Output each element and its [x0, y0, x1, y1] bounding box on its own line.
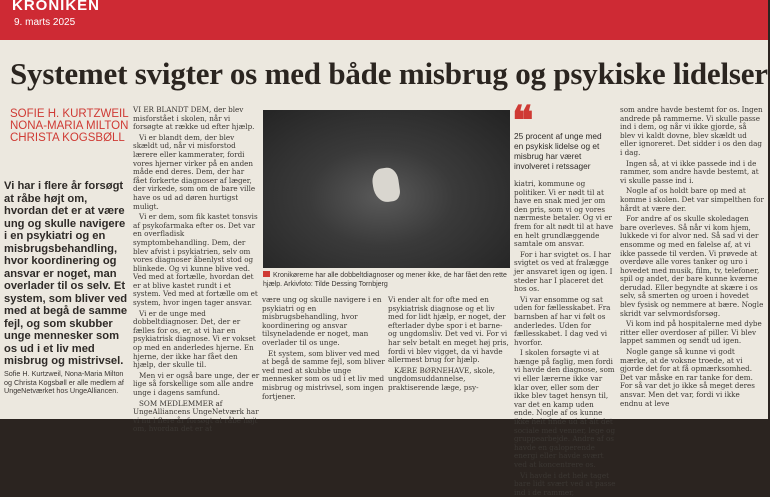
paragraph: Nogle af os holdt bare op med at komme i skolen. Det var simpelthen for hårdt at være der. — [620, 186, 764, 213]
paragraph: Men vi er også bare unge, der er lige så forskellige som alle andre unge i dagens samfund. — [133, 370, 260, 397]
paragraph: Vi havde i det hele taget bare lidt svært ved at passe ind i de rammer, — [514, 470, 616, 497]
paragraph: Et system, som bliver ved med at begå de samme fejl, som bliver ved med at skubbe unge mennesker som os ud i et liv med misbrug og mistrivsel, som ingen fortjener. — [262, 348, 385, 401]
publication-date: 9. marts 2025 — [14, 17, 76, 28]
headline: Systemet svigter os med både misbrug og psykiske lidelser — [10, 56, 768, 91]
caption-marker-icon — [263, 271, 270, 277]
paragraph: Vi er blandt dem, der blev skældt ud, når vi misforstod lærere eller kammerater, fordi vores hjerner virker på en anden måde end deres. Dem, der har fået forkerte diagnoser af læger, der virkede, som om de bare ville have os ud ad døren hurtigst muligt. — [133, 132, 256, 211]
paragraph: Vi er dem, som fik kastet tonsvis af psykofarmaka efter os. Det var en overfladisk symptombehandling. Dem, der blev afvist i psykiatrien, selv om vores diagnoser åbenlyst stod og blinkede. Og vi kunne blive ved. Ved med at fortælle, hvordan det er at blive kastet rundt i et system. Ved med at fortælle om et system, hvor ingen tager ansvar. — [133, 212, 258, 308]
paragraph: være ung og skulle navigere i en psykiatri og en misbrugsbehandling, hvor koordinering og ansvar tilsyneladende er noget, man overlader til os unge. — [262, 295, 382, 347]
article-column-3a — [388, 296, 512, 419]
paragraph: Vi er de unge med dobbeltdiagnoser. Det, der er fælles for os, er, at vi har en psykiatrisk diagnose. Vi er vokset op med en anderledes hjerne. En hjerne, der ikke har fået den hjælp, der skulle til. — [133, 308, 256, 370]
paragraph: Vi kom ind på hospitalerne med dybe ritter eller overdoser af piller. Vi blev lappet sammen og sendt ud igen. — [620, 319, 762, 346]
author-name: CHRISTA KOGSBØLL — [10, 132, 125, 144]
byline — [10, 108, 129, 144]
lead-paragraph: Vi har i flere år forsøgt at råbe højt om, hvordan det er at være ung og skulle navigere i en psykiatri og en misbrugsbehandling, hvor koordinering og ansvar er noget, man overlader til os selv. Et system, som bliver ved med at begå de samme fejl, og som skubber unge mennesker som os ud i et liv med misbrug og mistrivsel. — [4, 180, 128, 367]
paragraph: For i har svigtet os. I har svigtet os ved at fralægge jer ansvaret igen og igen. I steder har I placeret det hos os. — [514, 249, 613, 294]
author-footnote: Sofie H. Kurtzweil, Nona-Maria Milton og Christa Kogsbøll er alle medlem af UngeNetværket hos UngeAlliancen. — [4, 369, 124, 395]
author-name: NONA-MARIA MILTON — [10, 120, 129, 132]
paragraph: KÆRE BØRNEHAVE, skole, ungdomsuddannelse, praktiserende læge, psy- — [388, 365, 496, 392]
paragraph: Vi ender alt for ofte med en psykiatrisk diagnose og et liv med for lidt hjælp, er noget, der efterlader dybe spor i et barne- og ungdomsliv. Det ved vi. For vi har selv betalt en meget høj pris, fordi vi blev vigget, da vi havde allermest brug for hjælp. — [388, 295, 509, 365]
pull-quote: 25 procent af unge med en psykisk lidelse og et misbrug har været involveret i retssager — [514, 131, 602, 171]
photo-caption — [263, 271, 513, 289]
author-name: SOFIE H. KURTZWEIL — [10, 108, 129, 120]
article-column-2 — [262, 296, 385, 419]
article-column-1 — [133, 105, 260, 434]
paragraph: som andre havde bestemt for os. Ingen andrede på rammerne. Vi skulle passe ind i dem, og når vi ikke gjorde, så blev vi kaldt dovne, blev skældt ud eller ignoreret. Det sidder i os den dag i dag. — [620, 105, 763, 157]
paragraph: I skolen forsøgte vi at hænge på faglig, men fordi vi havde den diagnose, som vi eller lærerne ikke var klar over, eller som der ikke blev taget hensyn til, var det en kamp uden ende. Nogle af os kunne ikke helt finde ud af alt det sociale med venner, lege og gruppearbejde. Andre af os havde en galoperende energi eller havde svært ved at koncentrere os. — [514, 348, 616, 469]
section-banner — [0, 0, 768, 40]
section-rubric: KRONIKEN — [12, 0, 101, 14]
paragraph: kiatri, kommune og politiker. Vi er nødt til at have en snak med jer om den pris, som vi og vores nærmeste betaler. Og vi er frem for alt nødt til at have en helt grundlæggende samtale om ansvar. — [514, 179, 614, 249]
caption-text: Kronikørerne har alle dobbeltdiagnoser og mener ikke, de har fået den rette hjælp. Arkivfoto: Tilde Dessing Tornbjerg — [263, 272, 507, 288]
article-column-4 — [620, 106, 764, 419]
paragraph: SOM MEDLEMMER af UngeAlliancens UngeNetværk har vi nu i flere år forsøgt at råbe højt om, hvordan det er at — [133, 398, 259, 434]
paragraph: Ingen så, at vi ikke passede ind i de rammer, som andre havde bestemt, at vi skulle passe ind i. — [620, 158, 759, 185]
paragraph: Nogle gange så kunne vi godt mærke, at de voksne troede, at vi gjorde det for at få opmærksomhed. Det var måske en rar tanke for dem. For så var det jo ikke så meget deres ansvar. Men det var, fordi vi ikke endnu at leve — [620, 347, 755, 408]
paragraph: VI ER BLANDT DEM, der blev misforstået i skolen, når vi forsøgte at række ud efter hjælp. — [133, 105, 255, 132]
paragraph: For andre af os skulle skoledagen bare overleves. Så når vi kom hjem, lukkede vi for alvor ned. Så sad vi der ensomme og med en følelse af, at vi ikke passede til verden. Vi prøvede at overdøve alle vores tanker og uro i hovedet med musik, film, tv, telefoner, spil og andet, der bare kunne kværne derudad. Eller begyndte at skære i os selv, så smerten og uroen i hovedet blev fysisk og nemmere at bære. Nogle skridt var selvmordsforsøg. — [620, 214, 764, 318]
paragraph: Vi var ensomme og sat uden for fællesskabet. Fra barnsben af har vi følt os anderledes. Uden for fællesskabet. I dag ved vi hvorfor. — [514, 294, 611, 347]
photo-subject — [371, 166, 401, 203]
article-column-3b — [514, 179, 616, 497]
quote-mark-icon: ❝ — [512, 98, 534, 143]
article-photo — [263, 110, 510, 268]
